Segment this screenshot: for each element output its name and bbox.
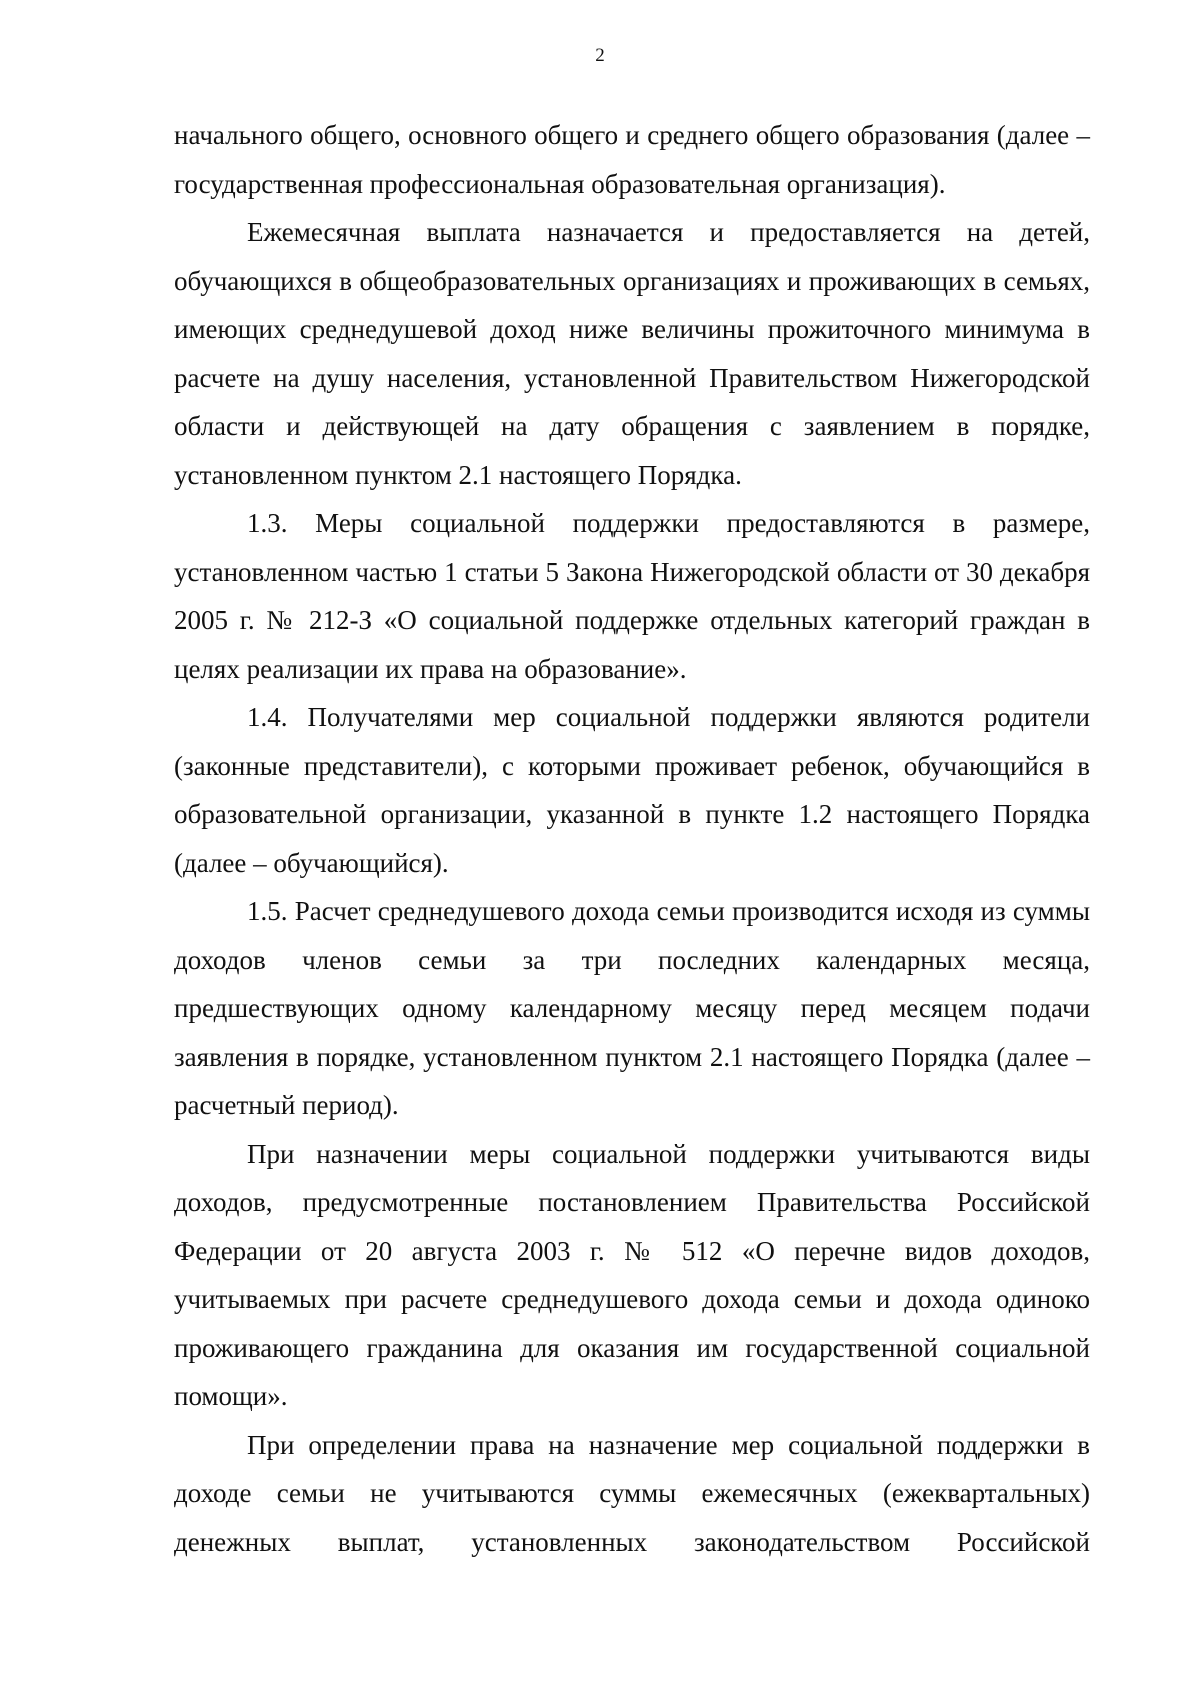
paragraph-1-4: 1.4. Получателями мер социальной поддержки являются родители (законные представители), с которыми проживает ребенок, обучающийся в образовательной организации, указанной в пункте 1.2 настоящего Порядка (далее – обучающийся). — [174, 702, 1090, 878]
paragraph-income-types: При назначении меры социальной поддержки учитываются виды доходов, предусмотренные постановлением Правительства Российской Федерации от 20 августа 2003 г. № 512 «О перечне видов доходов, учитываемых при расчете среднедушевого дохода семьи и дохода одиноко проживающего гражданина для оказания им государственной социальной помощи». — [174, 1138, 1090, 1411]
document-body — [174, 111, 1090, 1566]
paragraph-1-5: 1.5. Расчет среднедушевого дохода семьи производится исходя из суммы доходов членов семьи за три последних календарных месяца, предшествующих одному календарному месяцу перед месяцем подачи заявления в порядке, установленном пунктом 2.1 настоящего Порядка (далее – расчетный период). — [174, 896, 1090, 1120]
paragraph-excluded-income: При определении права на назначение мер социальной поддержки в доходе семьи не учитываются суммы ежемесячных (ежеквартальных) денежных выплат, установленных законодательством Российской — [174, 1429, 1090, 1557]
paragraph-monthly-payment: Ежемесячная выплата назначается и предоставляется на детей, обучающихся в общеобразовательных организациях и проживающих в семьях, имеющих среднедушевой доход ниже величины прожиточного минимума в расчете на душу населения, установленной Правительством Нижегородской области и действующей на дату обращения с заявлением в порядке, установленном пунктом 2.1 настоящего Порядка. — [174, 217, 1090, 490]
page-number: 2 — [595, 45, 605, 66]
paragraph-continuation: начального общего, основного общего и среднего общего образования (далее – государственная профессиональная образовательная организация). — [174, 120, 1090, 199]
paragraph-1-3: 1.3. Меры социальной поддержки предоставляются в размере, установленном частью 1 статьи 5 Закона Нижегородской области от 30 декабря 2005 г. № 212-З «О социальной поддержке отдельных категорий граждан в целях реализации их права на образование». — [174, 508, 1090, 684]
